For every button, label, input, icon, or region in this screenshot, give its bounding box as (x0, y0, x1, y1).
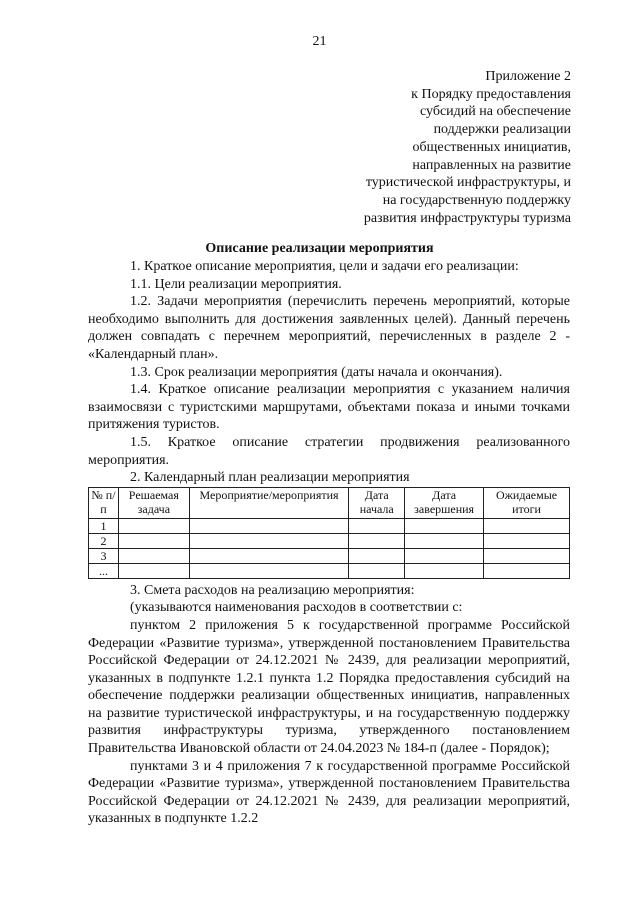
table-cell (405, 533, 484, 548)
paragraph: (указываются наименования расходов в соответствии с: (130, 600, 463, 616)
appendix-header (311, 68, 571, 227)
table-cell: ... (89, 563, 119, 578)
document-body (88, 258, 570, 828)
table-cell (189, 563, 348, 578)
appendix-line: общественных инициатив, (412, 139, 571, 155)
table-cell (405, 518, 484, 533)
table-cell (349, 563, 405, 578)
header-cell: Мероприятие/мероприятия (189, 487, 348, 518)
table-cell (349, 518, 405, 533)
table-cell (484, 563, 570, 578)
appendix-line: к Порядку предоставления (411, 86, 571, 102)
table-cell (189, 518, 348, 533)
table-cell (349, 548, 405, 563)
table-cell (349, 533, 405, 548)
appendix-line: на государственную поддержку (382, 192, 571, 208)
table-row (89, 533, 570, 548)
appendix-line: субсидий на обеспечение (419, 104, 571, 120)
paragraph: пунктом 2 приложения 5 к государственной программе Российской Федерации «Развитие туризма», утвержденной постановлением Правительства Российской Федерации от 24.12.2021 № 2439, для реализации мероприятий, указанных в подпункте 1.2.1 пункта 1.2 Порядка предоставления субсидий на обеспечение поддержки реализации общественных инициатив, направленных на развитие туристической инфраструктуры, и на государственную поддержку развития инфраструктуры туризма, утвержденного постановлением Правительства Ивановской области от 24.04.2023 № 184-п (далее - Порядок); (88, 617, 570, 757)
page-number: 21 (312, 34, 327, 49)
table-row (89, 548, 570, 563)
appendix-line: развития инфраструктуры туризма (363, 210, 571, 226)
table-cell: 3 (89, 548, 119, 563)
table-cell (405, 563, 484, 578)
table-cell (484, 533, 570, 548)
appendix-line: направленных на развитие (412, 157, 571, 173)
table-cell (118, 518, 189, 533)
paragraph: пунктами 3 и 4 приложения 7 к государственной программе Российской Федерации «Развитие туризма», утвержденной постановлением Правительства Российской Федерации от 24.12.2021 № 2439, для реализации мероприятий, указанных в подпункте 1.2.2 (88, 758, 570, 827)
header-cell: Ожидаемые итоги (484, 487, 570, 518)
table-cell (189, 548, 348, 563)
table-cell (484, 518, 570, 533)
table-cell (118, 563, 189, 578)
section-heading: Описание реализации мероприятия (205, 241, 434, 256)
header-cell: Дата начала (349, 487, 405, 518)
calendar-plan-table (88, 487, 570, 579)
paragraph: 1.5. Краткое описание стратегии продвижения реализованного мероприятия. (88, 434, 570, 468)
paragraph: 1. Краткое описание мероприятия, цели и задачи его реализации: (130, 259, 519, 274)
table-cell: 1 (89, 518, 119, 533)
table-cell (405, 548, 484, 563)
table-cell (118, 533, 189, 548)
appendix-line: туристической инфраструктуры, и (365, 175, 571, 191)
header-cell: Дата завершения (405, 487, 484, 518)
table-cell (484, 548, 570, 563)
appendix-line: Приложение 2 (485, 69, 571, 84)
paragraph: 1.4. Краткое описание реализации мероприятия с указанием наличия взаимосвязи с туристскими маршрутами, объектами показа и иными точками притяжения туристов. (88, 382, 570, 433)
paragraph: 1.2. Задачи мероприятия (перечислить перечень мероприятий, которые необходимо выполнить для достижения заявленных целей). Данный перечень должен совпадать с перечнем мероприятий, перечисленных в разделе 2 - «Календарный план». (88, 294, 570, 362)
paragraph: 3. Смета расходов на реализацию мероприятия: (130, 582, 415, 598)
table-header-row (89, 487, 570, 518)
table-row (89, 563, 570, 578)
table-cell (118, 548, 189, 563)
header-cell: № п/п (89, 487, 119, 518)
paragraph: 1.3. Срок реализации мероприятия (даты начала и окончания). (130, 364, 503, 380)
header-cell: Решаемая задача (118, 487, 189, 518)
table-cell: 2 (89, 533, 119, 548)
table-cell (189, 533, 348, 548)
paragraph: 1.1. Цели реализации мероприятия. (130, 276, 342, 292)
table-caption: 2. Календарный план реализации мероприятия (130, 470, 410, 486)
table-row (89, 518, 570, 533)
appendix-line: поддержки реализации (433, 122, 571, 138)
